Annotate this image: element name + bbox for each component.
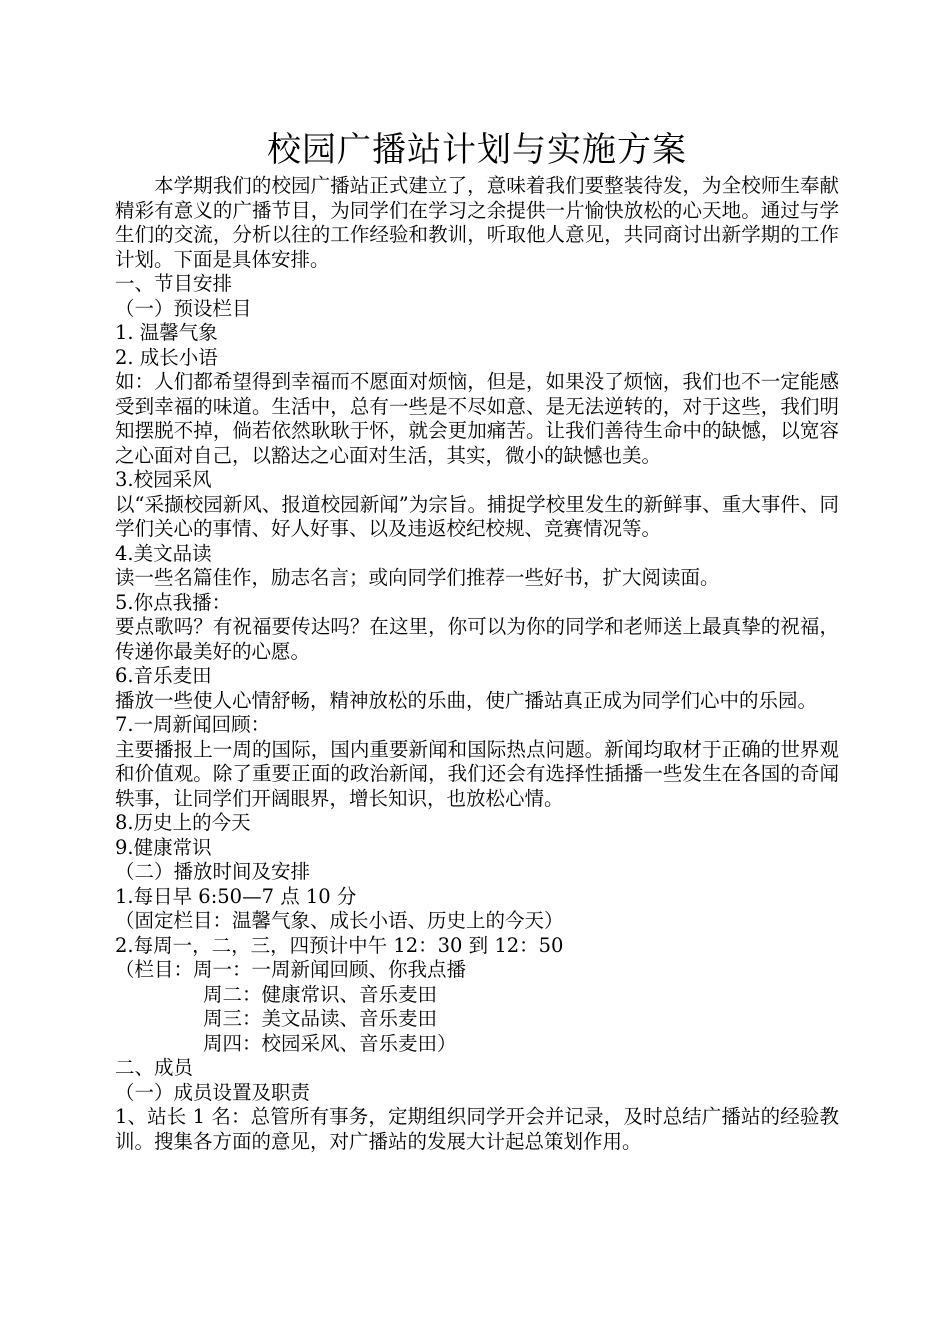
item-heading: 9.健康常识 — [115, 835, 212, 859]
role-paragraph: 1、站长 1 名：总管所有事务，定期组织同学开会并记录，及时总结广播站的经验教训。搜集各方面的意见，对广播站的发展大计起总策划作用。 — [115, 1105, 839, 1153]
subsection-heading: （一）成员设置及职责 — [115, 1080, 311, 1104]
item-heading: 6.音乐麦田 — [115, 664, 212, 687]
item-heading: 3.校园采风 — [115, 468, 212, 491]
document-title: 校园广播站计划与实施方案 — [267, 130, 687, 170]
section-heading: 二、成员 — [115, 1056, 194, 1079]
document-page — [115, 126, 839, 1154]
schedule-note: 周二：健康常识、音乐麦田 — [203, 982, 438, 1006]
item-heading: 5.你点我播： — [115, 590, 232, 614]
schedule-note: （固定栏目：温馨气象、成长小语、历史上的今天） — [115, 909, 564, 932]
item-paragraph: 主要播报上一周的国际，国内重要新闻和国际热点问题。新闻均取材于正确的世界观和价值观。除了重要正面的政治新闻，我们还会有选择性插播一些发生在各国的奇闻轶事，让同学们开阔眼界，增长知识，也放松心情。 — [115, 737, 839, 810]
schedule-line: 1.每日早 6:50—7 点 10 分 — [115, 884, 357, 908]
item-paragraph: 如：人们都希望得到幸福而不愿面对烦恼，但是，如果没了烦恼，我们也不一定能感受到幸福的味道。生活中，总有一些是不尽如意、是无法逆转的，对于这些，我们明知摆脱不掉，倘若依然耿耿于怀，就会更加痛苦。让我们善待生命中的缺憾，以宽容之心面对自己，以豁达之心面对生活，其实，微小的缺憾也美。 — [115, 370, 839, 467]
item-paragraph: 要点歌吗？有祝福要传达吗？在这里，你可以为你的同学和老师送上最真挚的祝福，传递你最美好的心愿。 — [115, 615, 839, 663]
item-heading: 7.一周新闻回顾： — [115, 713, 271, 736]
subsection-heading: （一）预设栏目 — [115, 296, 252, 320]
item-heading: 1. 温馨气象 — [115, 321, 218, 344]
section-heading: 一、节目安排 — [115, 272, 233, 295]
item-paragraph: 读一些名篇佳作，励志名言；或向同学们推荐一些好书，扩大阅读面。 — [115, 566, 720, 589]
schedule-note: 周三：美文品读、音乐麦田 — [203, 1007, 438, 1030]
subsection-heading: （二）播放时间及安排 — [115, 860, 311, 883]
item-paragraph: 以“采撷校园新风、报道校园新闻”为宗旨。捕捉学校里发生的新鲜事、重大事件、同学们关心的事情、好人好事、以及违返校纪校规、竞赛情况等。 — [115, 492, 839, 540]
schedule-note: 周四：校园采风、音乐麦田） — [203, 1031, 457, 1055]
schedule-note: （栏目：周一：一周新闻回顾、你我点播 — [115, 958, 467, 981]
item-paragraph: 播放一些使人心情舒畅，精神放松的乐曲，使广播站真正成为同学们心中的乐园。 — [115, 688, 818, 712]
intro-paragraph: 本学期我们的校园广播站正式建立了，意味着我们要整装待发，为全校师生奉献精彩有意义的广播节目，为同学们在学习之余提供一片愉快放松的心天地。通过与学生们的交流，分析以往的工作经验和教训，听取他人意见，共同商讨出新学期的工作计划。下面是具体安排。 — [115, 174, 839, 271]
item-heading: 4.美文品读 — [115, 541, 212, 565]
schedule-line: 2.每周一，二，三，四预计中午 12：30 到 12：50 — [115, 933, 564, 957]
item-heading: 8.历史上的今天 — [115, 811, 251, 834]
item-heading: 2. 成长小语 — [115, 345, 218, 369]
